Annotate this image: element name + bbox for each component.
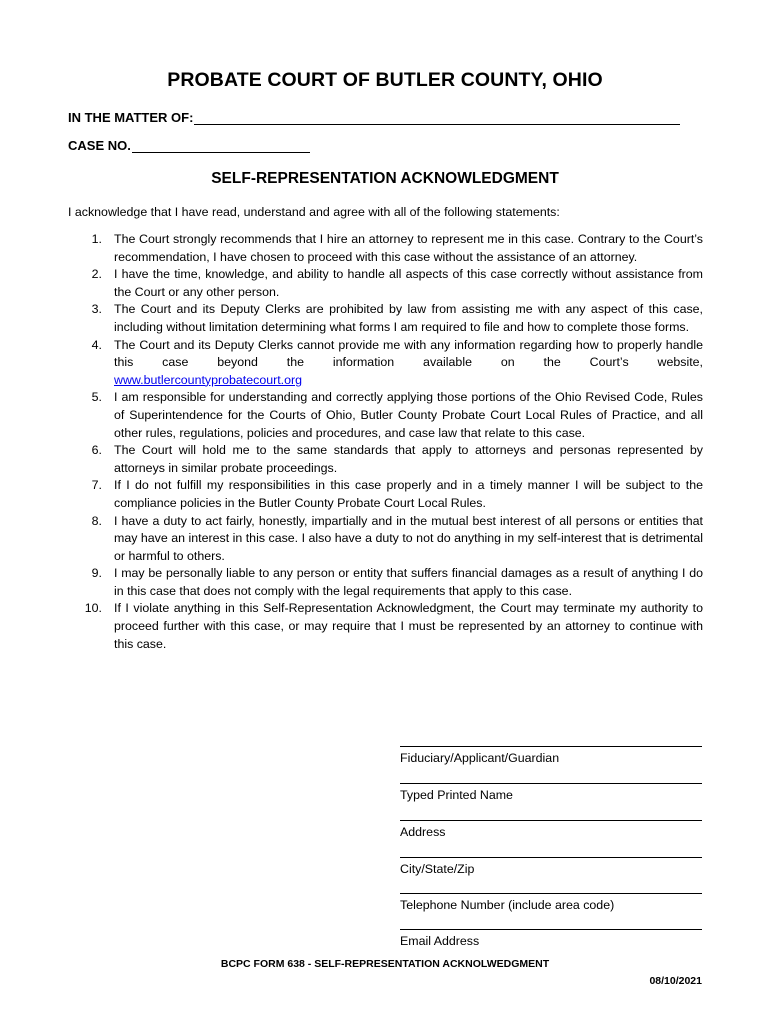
email-input-line[interactable] [400, 929, 702, 930]
case-number-field [68, 138, 310, 153]
statement-item: 1. The Court strongly recommends that I hire an attorney to represent me in this case. Contrary to the Court’s recommendation, I have chosen to proceed with this case without the assistance of an attorney. [91, 232, 703, 264]
statement-item: 8. I have a duty to act fairly, honestly, impartially and in the mutual best interest of all persons or entities that may have an interest in this case. I also have a duty to not do anything in my self-interest that is detrimental or harmful to others. [91, 513, 703, 563]
statement-item: 7. If I do not fulfill my responsibilities in this case properly and in a timely manner I will be subject to the compliance policies in the Butler County Probate Court Local Rules. [91, 478, 703, 510]
telephone-input-line[interactable] [400, 893, 702, 894]
address-label: Address [400, 825, 446, 839]
statement-item: 3. The Court and its Deputy Clerks are prohibited by law from assisting me with any aspect of this case, including without limitation determining what forms I am required to file and how to complete those forms. [91, 302, 703, 334]
footer-date: 08/10/2021 [649, 975, 702, 987]
signature-field-telephone [400, 893, 702, 912]
footer-form-title: BCPC FORM 638 - SELF-REPRESENTATION ACKNOLWEDGMENT [220, 958, 550, 970]
city-state-zip-label: City/State/Zip [400, 862, 475, 876]
statement-item: 5. I am responsible for understanding and correctly applying those portions of the Ohio Revised Code, Rules of Superintendence for the Courts of Ohio, Butler County Probate Court Local Rules of Practice, and all other rules, regulations, policies and procedures, and case law that relate to this case. [91, 390, 703, 440]
signature-field-printed-name [400, 783, 702, 802]
matter-field [68, 110, 680, 125]
court-title: PROBATE COURT OF BUTLER COUNTY, OHIO [167, 69, 603, 91]
email-label: Email Address [400, 934, 480, 948]
form-title: SELF-REPRESENTATION ACKNOWLEDGMENT [211, 170, 559, 187]
case-number-input-line[interactable] [132, 140, 310, 153]
address-input-line[interactable] [400, 820, 702, 821]
statement-list [68, 231, 703, 653]
court-website-link[interactable]: www.butlercountyprobatecourt.org [114, 372, 303, 387]
statement-item: 6. The Court will hold me to the same standards that apply to attorneys and personas represented by attorneys in similar probate proceedings. [91, 443, 703, 475]
signature-field-label: Fiduciary/Applicant/Guardian [400, 751, 560, 765]
matter-input-line[interactable] [194, 112, 680, 125]
signature-field-fiduciary [400, 746, 702, 765]
telephone-label: Telephone Number (include area code) [400, 898, 615, 912]
intro-text: I acknowledge that I have read, understand and agree with all of the following statements: [68, 205, 560, 219]
statement-item: 9. I may be personally liable to any person or entity that suffers financial damages as a result of anything I do in this case that does not comply with the legal requirements that apply to this case. [91, 566, 703, 598]
signature-field-address [400, 820, 702, 839]
signature-input-line[interactable] [400, 746, 702, 747]
printed-name-label: Typed Printed Name [400, 788, 513, 802]
city-state-zip-input-line[interactable] [400, 857, 702, 858]
printed-name-input-line[interactable] [400, 783, 702, 784]
statement-item: 4. The Court and its Deputy Clerks cannot provide me with any information regarding how to properly handle this case beyond the information available on the Court’s website, www.butlercountyprobatecourt.org [91, 337, 703, 387]
matter-label: IN THE MATTER OF: [68, 110, 194, 125]
case-number-label: CASE NO. [68, 138, 131, 153]
statement-item: 2. I have the time, knowledge, and ability to handle all aspects of this case correctly without assistance from the Court or any other person. [91, 267, 703, 299]
signature-field-email [400, 929, 702, 948]
signature-field-city-state-zip [400, 857, 702, 876]
statement-item: 10. If I violate anything in this Self-Representation Acknowledgment, the Court may terminate my authority to proceed further with this case, or may require that I must be represented by an attorney to continue with this case. [84, 601, 703, 651]
